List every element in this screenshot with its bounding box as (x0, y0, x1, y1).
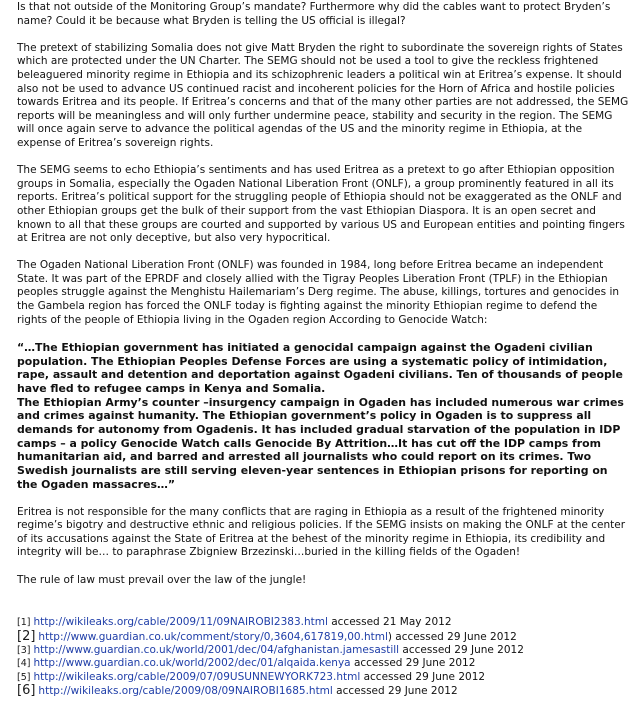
footnote-number: [1] (17, 617, 31, 629)
footnote-link[interactable]: http://www.guardian.co.uk/world/2002/dec/01/alqaida.kenya (33, 657, 351, 670)
footnote-link[interactable]: http://wikileaks.org/cable/2009/08/09NAIROBI1685.html (38, 685, 333, 698)
quote-text: “…The Ethiopian government has initiated a genocidal campaign against the Ogadeni civilian population. The Ethiopian Peoples Defense Forces are using a systematic policy of intimidation, rape, assault and detention and deportation against Ogadeni civilians. Ten of thousands of people have fled to refugee camps in Kenya and Somalia. The Ethiopian Army’s counter –insurgency campaign in Ogaden has included numerous war crimes and crimes against humanity. The Ethiopian government’s policy in Ogaden is to suppress all demands for autonomy from Ogadenis. It has included gradual starvation of the population in IDP camps – a policy Genocide Watch calls Genocide By Attrition…It has cut off the IDP camps from humanitarian aid, and barred and arrested all journalists who could report on its crimes. Two Swedish journalists are still serving eleven-year sentences in Ethiopian prisons for reporting on the Ogaden massacres…” (17, 340, 624, 491)
paragraph-semg-echo: The SEMG seems to echo Ethiopia’s sentiments and has used Eritrea as a pretext to go after Ethiopian opposition groups in Somalia, especially the Ogaden National Liberation Front (ONLF), a group prominently featured in all its reports. Eritrea’s political support for the struggling people of Ethiopia should not be exaggerated as the ONLF and other Ethiopian groups get the bulk of their support from the vast Ethiopian Diaspora. It is an open secret and known to all that these groups are courted and supported by various US and European entities and pointing fingers at Eritrea are not only deceptive, but also very hypocritical. (17, 164, 625, 245)
footnote-number: [6] (17, 683, 36, 699)
footnote-accessed-date: accessed 29 June 2012 (332, 685, 458, 698)
footnote-number: [3] (17, 644, 31, 656)
paragraph-conclusion: Eritrea is not responsible for the many conflicts that are raging in Ethiopia as a result of the frightened minority regime’s bigotry and destructive ethnic and religious policies. If the SEMG insists on making the ONLF at the center of its accusations against the State of Eritrea at the behest of the minority regime in Ethiopia, its credibility and integrity will be… to paraphrase Zbigniew Brzezinski…buried in the killing fields of the Ogaden! (17, 505, 626, 559)
document-body (17, 1, 629, 699)
closing-line: The rule of law must prevail over the law of the jungle! (17, 573, 307, 586)
paragraph-mandate: Is that not outside of the Monitoring Group’s mandate? Furthermore why did the cables want to protect Bryden’s name? Could it be because what Bryden is telling the US official is illegal? (17, 1, 611, 27)
footnote (17, 616, 629, 629)
footnote (17, 684, 629, 698)
footnote-link[interactable]: http://www.guardian.co.uk/comment/story/0,3604,617819,00.html (38, 630, 388, 643)
footnote-number: [5] (17, 671, 31, 683)
footnote (17, 671, 629, 684)
footnote-link[interactable]: http://wikileaks.org/cable/2009/07/09USUNNEWYORK723.html (33, 670, 361, 683)
paragraph-onlf-history: The Ogaden National Liberation Front (ONLF) was founded in 1984, long before Eritrea became an independent State. It was part of the EPRDF and closely allied with the Tigray Peoples Liberation Front (TPLF) in the Ethiopian peoples struggle against the Menghistu Hailemariam’s Derg regime. The abuse, killings, tortures and genocides in the Gambela region has forced the ONLF today is fighting against the minority Ethiopian regime to defend the rights of the people of Ethiopia living in the Ogaden region According to Genocide Watch: (17, 259, 620, 326)
paragraph-pretext: The pretext of stabilizing Somalia does not give Matt Bryden the right to subordinate the sovereign rights of States which are protected under the UN Charter. The SEMG should not be used a tool to give the reckless frightened beleaguered minority regime in Ethiopia and its schizophrenic leaders a political win at Eritrea’s expense. It should also not be used to advance US continued racist and incoherent policies for the Horn of Africa and hostile policies towards Eritrea and its people. If Eritrea’s concerns and that of the many other parties are not addressed, the SEMG reports will be meaningless and will only further undermine peace, stability and security in the region. The SEMG will once again serve to advance the political agendas of the US and the minority regime in Ethiopia, at the expense of Eritrea’s sovereign rights. (17, 41, 629, 149)
footnote (17, 657, 629, 670)
footnote (17, 644, 629, 657)
footnote-accessed-date: accessed 29 June 2012 (350, 657, 476, 670)
footnote-accessed-date: accessed 29 June 2012 (360, 670, 486, 683)
genocide-watch-quote (17, 341, 629, 492)
footnote-number: [2] (17, 628, 36, 644)
footnote-accessed-date: accessed 29 June 2012 (399, 643, 524, 656)
footnote-accessed-date: accessed 21 May 2012 (327, 616, 452, 629)
footnote-link[interactable]: http://wikileaks.org/cable/2009/11/09NAIROBI2383.html (33, 616, 328, 629)
footnotes-list (17, 616, 629, 698)
footnote (17, 630, 629, 644)
footnote-accessed-date: ) accessed 29 June 2012 (387, 630, 517, 643)
footnote-number: [4] (17, 658, 31, 670)
footnote-link[interactable]: http://www.guardian.co.uk/world/2001/dec/04/afghanistan.jamesastill (33, 643, 400, 656)
